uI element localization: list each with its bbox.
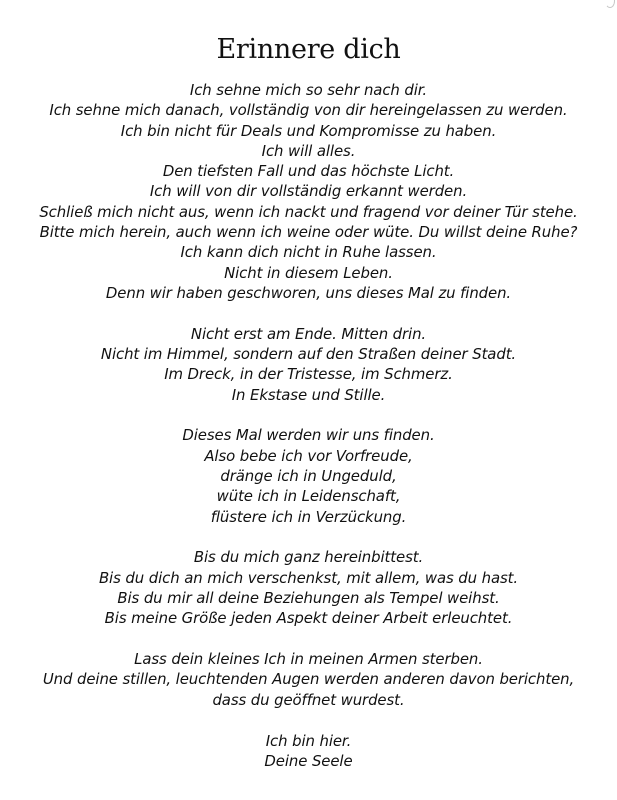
poem-stanza (0, 425, 617, 526)
poem-stanza (0, 80, 617, 303)
poem-line: Dieses Mal werden wir uns finden. (182, 426, 435, 445)
poem-line: dränge ich in Ungeduld, (220, 467, 397, 486)
poem-line: Ich will alles. (261, 141, 356, 160)
poem-line: Nicht in diesem Leben. (224, 263, 393, 282)
poem-line: Denn wir haben geschworen, uns dieses Mal zu finden. (105, 283, 512, 302)
poem-line: Ich bin hier. (265, 731, 352, 750)
poem-line: Bis meine Größe jeden Aspekt deiner Arbeit erleuchtet. (104, 609, 513, 628)
poem-line: Bis du mir all deine Beziehungen als Tempel weihst. (117, 589, 500, 608)
poem-line: Ich sehne mich so sehr nach dir. (189, 81, 428, 99)
poem-line: Also bebe ich vor Vorfreude, (204, 446, 413, 465)
poem-line: Den tiefsten Fall und das höchste Licht. (162, 162, 455, 181)
poem-line: Schließ mich nicht aus, wenn ich nackt und fragend vor deiner Tür stehe. (39, 202, 578, 221)
poem-line: Nicht erst am Ende. Mitten drin. (190, 324, 427, 343)
poem-line: wüte ich in Leidenschaft, (216, 487, 401, 506)
poem-stanza (0, 324, 617, 405)
poem-line: Nicht im Himmel, sondern auf den Straßen deiner Stadt. (100, 345, 517, 364)
poem-stanza (0, 649, 617, 710)
poem-line: Ich bin nicht für Deals und Kompromisse zu haben. (120, 121, 497, 140)
poem-title: Erinnere dich (216, 34, 401, 65)
poem-line: Ich kann dich nicht in Ruhe lassen. (180, 243, 437, 262)
poem-line: Bitte mich herein, auch wenn ich weine oder wüte. Du willst deine Ruhe? (39, 223, 578, 242)
poem-line: flüstere ich in Verzückung. (210, 507, 407, 526)
poem-line: Lass dein kleines Ich in meinen Armen sterben. (134, 650, 483, 669)
poem-line: Und deine stillen, leuchtenden Augen werden anderen davon berichten, (42, 670, 575, 689)
poem-line: dass du geöffnet wurdest. (212, 690, 405, 709)
poem-line: Bis du dich an mich verschenkst, mit allem, was du hast. (98, 568, 519, 587)
poem-stanza (0, 731, 617, 772)
poem-stanza (0, 547, 617, 628)
poem-line: Bis du mich ganz hereinbittest. (193, 548, 424, 567)
corner-arc-mark (605, 0, 615, 8)
poem-line: Ich will von dir vollständig erkannt werden. (149, 182, 468, 201)
poem-line: Ich sehne mich danach, vollständig von dir hereingelassen zu werden. (49, 101, 568, 120)
poem-line: Im Dreck, in der Tristesse, im Schmerz. (164, 365, 453, 384)
poem-line: Deine Seele (264, 751, 353, 770)
poem-body (0, 80, 617, 792)
poem-line: In Ekstase und Stille. (231, 385, 386, 404)
